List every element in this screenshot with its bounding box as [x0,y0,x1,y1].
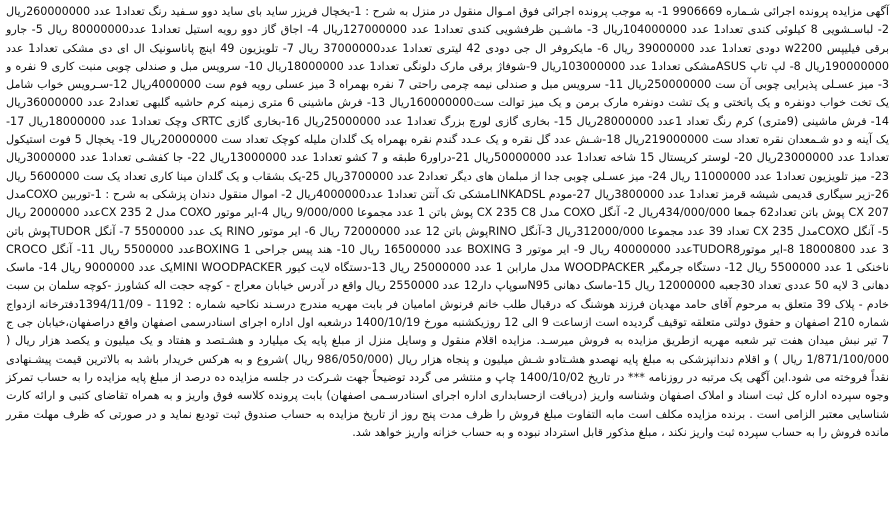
notice-paragraph: آگهی مزایده پرونده اجرائی شـماره 9906669 1- به موجب پرونده اجرائی فوق امـوال منقول در منزل به شرح : 1-یخچال فریزر ساید بای ساید دوو سـفید رنگ تعداد1 عدد 260000000ریال 2- لباسـشویی 8 کیلوئی کندی تعداد1 عدد 104000000ریال 3- ماشـین ظرفشویی کندی تعداد1 عدد 127000000ریال 4- اجاق گاز دوو رویه استیل تعداد1 عدد80000000 ریال 5- جارو برقی فیلیپس w2200 دودی تعداد1 عدد 39000000 ریال 6- مایکروفر ال جی دودی 42 لیتری تعداد1 عدد37000000 ریال 7- تلویزیون 49 اینچ پاناسونیک ال ای دی مشکی تعداد1 عدد 190000000ریال 8- لپ تاپ ASUSمشکی تعداد1 عدد 103000000ریال 9-شوفاژ برقی مارک دلونگی تعداد1 عدد 18000000ریال 10- سرویس مبل و صندلی چوبی منبت کاری 9 نفره و 3- میز عسـلی پذیرایی چوبی آن ست 250000000ریال 11- سرویس مبل و صندلی نیمه چرمی راحتی 7 نفره بهمراه 3 میز عسلی رویه فوم ست 4000000ریال 12-سـرویس خواب شامل یک تخت خواب دونفره و یک پاتختی و یک تشت دونفره مارک برمن و یک میز توالت ست160000000ریال 13- فرش ماشینی 6 متری زمینه کرم حاشیه گلبهی تعداد2 عدد 36000000ریال 14- فرش ماشینی (9متری) کرم رنگ تعداد 1عدد 28000000ریال 15- بخاری گازی لورچ بزرگ تعداد1 عدد 25000000ریال 16-بخاری گازی RTCک وچک تعداد1 عدد 18000000ریال 17- یک آینه و دو شـمعدان نقره تعداد ست 219000000ریال 18-شـش عدد گل نقره و یک عـدد گندم نقره بهمراه یک گلدان مليله کوچک تعداد ست 20000000ریال 19- یخچال 5 فوت استیکول تعداد1 عدد 23000000ریال 20- لوستر کریستال 15 شاخه تعداد1 عدد 50000000ریال 21-دراور6 طبقه و 7 کشو تعداد1 عدد 13000000ریال 22- جا کفشـی تعداد1 عدد 3000000ریال 23- میز تلویزیون تعداد1 عدد 11000000 ریال 24- میز عسـلی چوبی جدا از مبلمان های دیگر تعداد2 عدد 3700000ریال 25-یک بشقاب و یک گلدان مینا کاری تعداد یک ست 5600000 ریال 26-زیر سیگاری قدیمی شیشه قرمز تعداد1 عدد 3800000ریال 27-مودم LINKADSLمشکی تک آنتن تعداد1 عدد4000000ریال 2- اموال منقول دندان پزشکی به شرح : 1-توربین COXOمدل CX 207 پوش باتن تعداد62 جمعا 434/000/000ریال 2- آنگل COXO مدل CX 235 C8 پوش باتن 1 عدد مجموعا 9/000/000 ریال 4-ایر موتور COXO مدل CX 235 2عدد 2000000 ریال 5- آنگل COXOمدل CX 235 تعداد 39 عدد مجموعا 312000/000ریال 3-آنگل RINOپوش باتن 12 عدد 72000000 ریال 6- ایر موتور RINO یک عدد 5500000 7- آنگل TUDORپوش باتن 3 عدد 18000800 8-ایر موتورTUDOR8عدد 40000000 ریال 9- ایر موتور BOXING 3 عدد 16500000 ریال 10- هند پیس جراحی 1 BOXINGعدد 5500000 ریال 11- آنگل CROCO ناخنکی 1 عدد 5500000 ریال 12- دستگاه جرمگیر WOODPACKER مدل مارابن 1 عدد 25000000 ریال 13-دستگاه لایت کیور MINI WOODPACKERیک عدد 9000000 ریال 14- ماسک دهانی 3 لایه 50 عددی تعداد 30جعبه 12000000 ریال 15-ماسک دهانی N95سوپاپ دار12 عدد 2550000 ریال واقع در آدرس خیابان معراج - کوچه حجت اله کشاورز -کوچه سلمان بن سبت خادم - پلاک 39 متعلق به مرحوم آقای حامد مهدیان فرزند هوشنگ که درقبال طلب خانم فرنوش امامیان فر بابت مهریه مندرج درسـند نکاحیه شماره : 1192 - 1394/11/09دفترخانه ازدواج شماره 210 اصفهان و حقوق دولتی متعلقه توقیف گردیده است ازساعت 9 الی 12 روزیکشنبه مورخ 1400/10/19 درشعبه اول اداره اجرای اسنادرسمی اصفهان واقع دراصفهان،خیابان جی ج 7 تیر نبش میدان هفت تیر شعبه مهریه ازطریق مزایده به فروش میرسـد. مزایده اقلام منقول و وسایل منزل از مبلغ پایه یک میلیارد و هشـتصد و هفتاد و یک میلیون و یکصد هزار ریال ( 1/871/100/000 ریال ) و اقلام دندانپزشکی به مبلغ پایه نهصدو هشـتادو شـش میلیون و پنجاه هزار ریال (986/050/000 ریال )شروع و به هرکس خریدار باشد به بالاترین قیمت پیشـنهادی نقداً فروخته می شود.این آگهی یک مرتبه در روزنامه *** در تاریخ 1400/10/02 چاپ و منتشر می گردد توضیحاً جهت شـرکت در جلسه مزایده ده درصد از مبلغ پایه مزایده را به حساب تمرکز وجوه سپرده اداره کل ثبت اسناد و املاک اصفهان وشناسه واریز (دریافت ازحسابداری اداره اجرای اسنادرسـمی اصفهان) بابت پرونده کلاسه فوق واریز و به همراه تقاضای کتبی و ارائه کارت شناسایی معتبر الزامی است . برنده مزایده مکلف است مابه التفاوت مبلغ فروش را ظرف مدت پنج روز از تاریخ مزایده به حساب صندوق ثبت تودیع نماید و در صورتی که ظرف مهلت مقرر مانده فروش را به حساب سپرده ثبت واریز نکند ، مبلغ مذکور قابل استرداد نبوده و به حساب خزانه واریز خواهد شد. [6,5,889,439]
